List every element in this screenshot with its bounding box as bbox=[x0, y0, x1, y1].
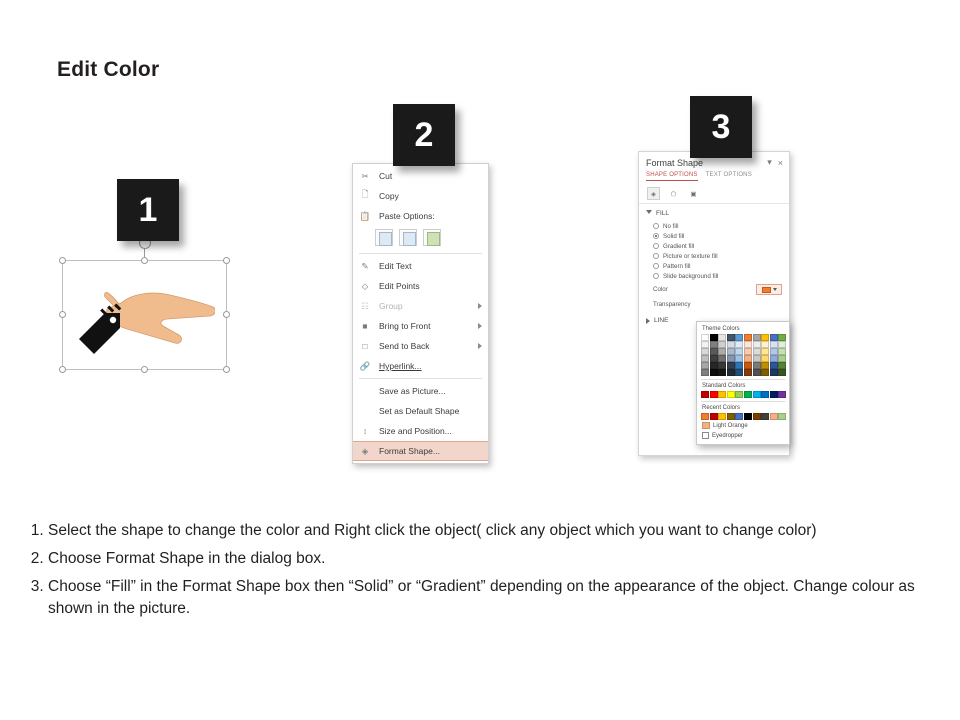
hand-with-tag-illustration bbox=[75, 273, 215, 363]
radio-icon bbox=[653, 223, 659, 229]
color-swatch[interactable] bbox=[770, 355, 778, 362]
hyperlink-icon: 🔗 bbox=[359, 360, 371, 371]
color-swatch[interactable] bbox=[710, 413, 718, 420]
effects-icon[interactable]: ⬠ bbox=[670, 190, 677, 198]
theme-colors-grid-row-3[interactable] bbox=[701, 348, 785, 355]
context-menu-item-copy[interactable] bbox=[353, 186, 488, 206]
color-swatch[interactable] bbox=[753, 355, 761, 362]
context-menu-item-label: Edit Points bbox=[379, 281, 420, 291]
color-swatch[interactable] bbox=[753, 341, 761, 348]
format-pane-tabs[interactable] bbox=[639, 170, 789, 184]
color-swatch[interactable] bbox=[735, 334, 743, 341]
instructions-block bbox=[18, 520, 943, 626]
instruction-item-1: 1. Select the shape to change the color and Right click the object( click any object which you want to change color) bbox=[48, 520, 943, 542]
edit-points-icon: ◇ bbox=[361, 280, 369, 291]
context-menu-item-label: Paste Options: bbox=[379, 211, 435, 221]
color-swatch[interactable] bbox=[744, 362, 752, 369]
color-swatch[interactable] bbox=[735, 348, 743, 355]
color-swatch[interactable] bbox=[727, 334, 735, 341]
recent-colors-label: Recent Colors bbox=[702, 405, 741, 411]
color-swatch[interactable] bbox=[727, 391, 735, 398]
context-menu-item-size-and-position[interactable] bbox=[353, 421, 488, 441]
edit-text-icon: ✎ bbox=[361, 260, 369, 271]
fill-option-label: Slide background fill bbox=[663, 272, 719, 280]
popup-divider-1 bbox=[701, 379, 785, 380]
recent-colors-grid[interactable] bbox=[701, 413, 785, 420]
fill-color-row[interactable] bbox=[639, 281, 789, 298]
color-swatch[interactable] bbox=[735, 341, 743, 348]
color-swatch[interactable] bbox=[718, 341, 726, 348]
fill-line-icon[interactable]: ◈ bbox=[648, 188, 659, 199]
color-swatch[interactable] bbox=[710, 348, 718, 355]
color-swatch[interactable] bbox=[753, 369, 761, 376]
close-icon[interactable]: × bbox=[777, 157, 783, 168]
color-swatch[interactable] bbox=[744, 341, 752, 348]
color-swatch[interactable] bbox=[753, 413, 761, 420]
chevron-down-icon[interactable]: ▾ bbox=[767, 157, 772, 167]
color-swatch[interactable] bbox=[701, 362, 709, 369]
color-swatch[interactable] bbox=[778, 413, 786, 420]
color-swatch[interactable] bbox=[761, 391, 769, 398]
fill-option-label: Solid fill bbox=[663, 232, 685, 240]
context-menu-item-label: Edit Text bbox=[379, 261, 412, 271]
color-swatch[interactable] bbox=[761, 334, 769, 341]
context-menu[interactable] bbox=[352, 163, 489, 464]
color-swatch[interactable] bbox=[744, 348, 752, 355]
color-swatch[interactable] bbox=[761, 413, 769, 420]
fill-option-picture-or-texture-fill[interactable] bbox=[639, 251, 789, 261]
color-swatch[interactable] bbox=[770, 391, 778, 398]
context-menu-item-hyperlink[interactable] bbox=[353, 356, 488, 376]
fill-option-solid-fill[interactable] bbox=[639, 231, 789, 241]
menu-divider-2 bbox=[359, 378, 482, 379]
fill-option-gradient-fill[interactable] bbox=[639, 241, 789, 251]
context-menu-item-edit-points[interactable] bbox=[353, 276, 488, 296]
context-menu-item-label: Save as Picture... bbox=[379, 386, 446, 396]
color-swatch[interactable] bbox=[727, 341, 735, 348]
color-swatch[interactable] bbox=[727, 348, 735, 355]
color-swatch[interactable] bbox=[701, 355, 709, 362]
fill-section-header[interactable] bbox=[639, 204, 789, 221]
color-swatch[interactable] bbox=[753, 362, 761, 369]
clipboard-icon: 📋 bbox=[359, 210, 371, 221]
paste-options-strip[interactable] bbox=[353, 226, 488, 251]
color-picker-popup[interactable] bbox=[696, 321, 790, 445]
default-shape-icon bbox=[355, 403, 375, 419]
color-swatch[interactable] bbox=[735, 391, 743, 398]
step-badge-1: 1 bbox=[117, 179, 179, 241]
bring-front-icon: ■ bbox=[362, 321, 368, 331]
fill-option-pattern-fill[interactable] bbox=[639, 261, 789, 271]
eyedropper-label: Eyedropper bbox=[712, 432, 744, 439]
color-swatch[interactable] bbox=[744, 391, 752, 398]
color-swatch[interactable] bbox=[701, 348, 709, 355]
color-swatch[interactable] bbox=[710, 369, 718, 376]
color-swatch[interactable] bbox=[710, 355, 718, 362]
light-orange-swatch bbox=[702, 422, 710, 429]
color-swatch[interactable] bbox=[778, 334, 786, 341]
fill-section-label: FILL bbox=[656, 210, 670, 217]
resize-handle-bottom-right[interactable] bbox=[223, 366, 230, 373]
fill-transparency-row[interactable] bbox=[639, 298, 789, 311]
radio-icon bbox=[653, 273, 659, 279]
more-colors-label: Light Orange bbox=[713, 422, 748, 429]
instruction-item-2: 2. Choose Format Shape in the dialog box. bbox=[48, 548, 943, 570]
color-swatch[interactable] bbox=[710, 334, 718, 341]
color-swatch[interactable] bbox=[701, 369, 709, 376]
resize-handle-bottom-center[interactable] bbox=[141, 366, 148, 373]
context-menu-item-set-default-shape[interactable] bbox=[353, 401, 488, 421]
scissors-icon: ✂ bbox=[361, 170, 369, 181]
color-swatch[interactable] bbox=[735, 362, 743, 369]
theme-colors-grid-row-5[interactable] bbox=[701, 362, 785, 369]
page-title: Edit Color bbox=[57, 58, 160, 81]
color-swatch[interactable] bbox=[761, 362, 769, 369]
color-swatch[interactable] bbox=[727, 355, 735, 362]
fill-option-no-fill[interactable] bbox=[639, 221, 789, 231]
context-menu-item-label: Group bbox=[379, 301, 403, 311]
color-swatch[interactable] bbox=[770, 413, 778, 420]
size-properties-icon[interactable]: ▣ bbox=[690, 190, 697, 198]
color-swatch[interactable] bbox=[718, 413, 726, 420]
color-swatch[interactable] bbox=[753, 348, 761, 355]
color-swatch[interactable] bbox=[727, 413, 735, 420]
color-swatch[interactable] bbox=[744, 355, 752, 362]
instruction-item-3: 3. Choose “Fill” in the Format Shape box then “Solid” or “Gradient” depending on the appearance of the object. Change colour as shown in the picture. bbox=[48, 576, 943, 620]
chevron-right-icon bbox=[478, 323, 482, 329]
color-swatch[interactable] bbox=[718, 355, 726, 362]
color-swatch[interactable] bbox=[778, 341, 786, 348]
standard-colors-label: Standard Colors bbox=[702, 383, 746, 389]
context-menu-item-bring-to-front[interactable] bbox=[353, 316, 488, 336]
paste-destination-theme-icon[interactable] bbox=[399, 229, 417, 246]
step-badge-2: 2 bbox=[393, 104, 455, 166]
chevron-down-icon bbox=[646, 210, 652, 217]
color-swatch[interactable] bbox=[710, 362, 718, 369]
color-swatch[interactable] bbox=[710, 391, 718, 398]
color-swatch[interactable] bbox=[718, 348, 726, 355]
color-swatch[interactable] bbox=[727, 369, 735, 376]
color-swatch[interactable] bbox=[770, 369, 778, 376]
size-position-icon: ↕ bbox=[362, 426, 368, 436]
color-swatch[interactable] bbox=[735, 413, 743, 420]
color-swatch[interactable] bbox=[735, 355, 743, 362]
color-swatch[interactable] bbox=[701, 334, 709, 341]
menu-divider-1 bbox=[359, 253, 482, 254]
fill-color-button[interactable] bbox=[756, 284, 782, 295]
more-colors-item[interactable] bbox=[701, 420, 785, 430]
format-shape-icon: ◈ bbox=[361, 445, 369, 456]
context-menu-item-cut[interactable] bbox=[353, 166, 488, 186]
resize-handle-top-right[interactable] bbox=[223, 257, 230, 264]
theme-colors-grid-row-1[interactable] bbox=[701, 334, 785, 341]
tab-shape-options[interactable]: SHAPE OPTIONS bbox=[646, 172, 698, 181]
radio-icon bbox=[653, 243, 659, 249]
color-swatch[interactable] bbox=[718, 362, 726, 369]
color-swatch[interactable] bbox=[770, 334, 778, 341]
context-menu-item-label: Hyperlink... bbox=[379, 361, 422, 371]
color-swatch[interactable] bbox=[778, 348, 786, 355]
context-menu-item-label: Format Shape... bbox=[379, 446, 440, 456]
resize-handle-middle-left[interactable] bbox=[59, 311, 66, 318]
format-pane-title: Format Shape bbox=[646, 157, 704, 168]
resize-handle-top-left[interactable] bbox=[59, 257, 66, 264]
current-color-swatch bbox=[762, 287, 771, 293]
context-menu-item-save-as-picture[interactable] bbox=[353, 381, 488, 401]
color-swatch[interactable] bbox=[753, 334, 761, 341]
color-swatch[interactable] bbox=[710, 341, 718, 348]
theme-colors-grid-row-2[interactable] bbox=[701, 341, 785, 348]
color-swatch[interactable] bbox=[753, 391, 761, 398]
chevron-right-icon bbox=[478, 303, 482, 309]
fill-option-label: Picture or texture fill bbox=[663, 252, 718, 260]
fill-option-label: No fill bbox=[663, 222, 679, 230]
color-swatch[interactable] bbox=[727, 362, 735, 369]
color-swatch[interactable] bbox=[770, 341, 778, 348]
color-swatch[interactable] bbox=[701, 391, 709, 398]
color-swatch[interactable] bbox=[778, 391, 786, 398]
fill-color-label: Color bbox=[653, 286, 668, 293]
paste-keep-formatting-icon[interactable] bbox=[375, 229, 393, 246]
color-swatch[interactable] bbox=[770, 362, 778, 369]
popup-divider-2 bbox=[701, 401, 785, 402]
eyedropper-item[interactable] bbox=[701, 430, 785, 440]
radio-icon bbox=[653, 263, 659, 269]
color-swatch[interactable] bbox=[778, 369, 786, 376]
context-menu-item-format-shape[interactable] bbox=[353, 441, 488, 461]
line-section-label: LINE bbox=[654, 317, 669, 324]
format-pane-icon-row[interactable] bbox=[639, 184, 789, 204]
send-back-icon: □ bbox=[362, 341, 368, 351]
theme-colors-grid-row-6[interactable] bbox=[701, 369, 785, 376]
color-swatch[interactable] bbox=[778, 355, 786, 362]
color-swatch[interactable] bbox=[761, 369, 769, 376]
color-swatch[interactable] bbox=[718, 391, 726, 398]
resize-handle-bottom-left[interactable] bbox=[59, 366, 66, 373]
color-swatch[interactable] bbox=[701, 341, 709, 348]
context-menu-item-label: Copy bbox=[379, 191, 399, 201]
context-menu-item-label: Cut bbox=[379, 171, 393, 181]
context-menu-item-send-to-back[interactable] bbox=[353, 336, 488, 356]
color-swatch[interactable] bbox=[761, 341, 769, 348]
context-menu-item-paste-options[interactable] bbox=[353, 206, 488, 226]
theme-colors-label: Theme Colors bbox=[702, 326, 740, 332]
color-swatch[interactable] bbox=[718, 334, 726, 341]
context-menu-item-label: Set as Default Shape bbox=[379, 406, 460, 416]
copy-icon: 🗋 bbox=[361, 189, 369, 199]
resize-handle-middle-right[interactable] bbox=[223, 311, 230, 318]
theme-colors-grid-row-4[interactable] bbox=[701, 355, 785, 362]
paste-picture-icon[interactable] bbox=[423, 229, 441, 246]
color-swatch[interactable] bbox=[718, 369, 726, 376]
chevron-right-icon bbox=[646, 318, 650, 324]
save-picture-icon bbox=[355, 383, 375, 399]
color-swatch[interactable] bbox=[744, 334, 752, 341]
eyedropper-icon bbox=[702, 432, 709, 439]
radio-icon-selected bbox=[653, 233, 659, 239]
chevron-down-icon bbox=[773, 288, 777, 291]
color-swatch[interactable] bbox=[770, 348, 778, 355]
fill-option-label: Pattern fill bbox=[663, 262, 691, 270]
context-menu-item-group bbox=[353, 296, 488, 316]
group-icon: ☷ bbox=[361, 300, 369, 311]
color-swatch[interactable] bbox=[701, 413, 709, 420]
color-swatch[interactable] bbox=[761, 355, 769, 362]
fill-option-slide-background-fill[interactable] bbox=[639, 271, 789, 281]
standard-colors-grid[interactable] bbox=[701, 391, 785, 398]
color-swatch[interactable] bbox=[778, 362, 786, 369]
context-menu-item-label: Send to Back bbox=[379, 341, 430, 351]
context-menu-item-label: Size and Position... bbox=[379, 426, 452, 436]
fill-transparency-label: Transparency bbox=[653, 301, 691, 308]
chevron-right-icon bbox=[478, 343, 482, 349]
color-swatch[interactable] bbox=[744, 413, 752, 420]
color-swatch[interactable] bbox=[744, 369, 752, 376]
selected-shape-frame[interactable] bbox=[62, 260, 227, 370]
context-menu-item-edit-text[interactable] bbox=[353, 256, 488, 276]
resize-handle-top-center[interactable] bbox=[141, 257, 148, 264]
tab-text-options[interactable]: TEXT OPTIONS bbox=[705, 172, 752, 178]
color-swatch[interactable] bbox=[735, 369, 743, 376]
step-badge-3: 3 bbox=[690, 96, 752, 158]
radio-icon bbox=[653, 253, 659, 259]
fill-option-label: Gradient fill bbox=[663, 242, 695, 250]
color-swatch[interactable] bbox=[761, 348, 769, 355]
context-menu-item-label: Bring to Front bbox=[379, 321, 431, 331]
